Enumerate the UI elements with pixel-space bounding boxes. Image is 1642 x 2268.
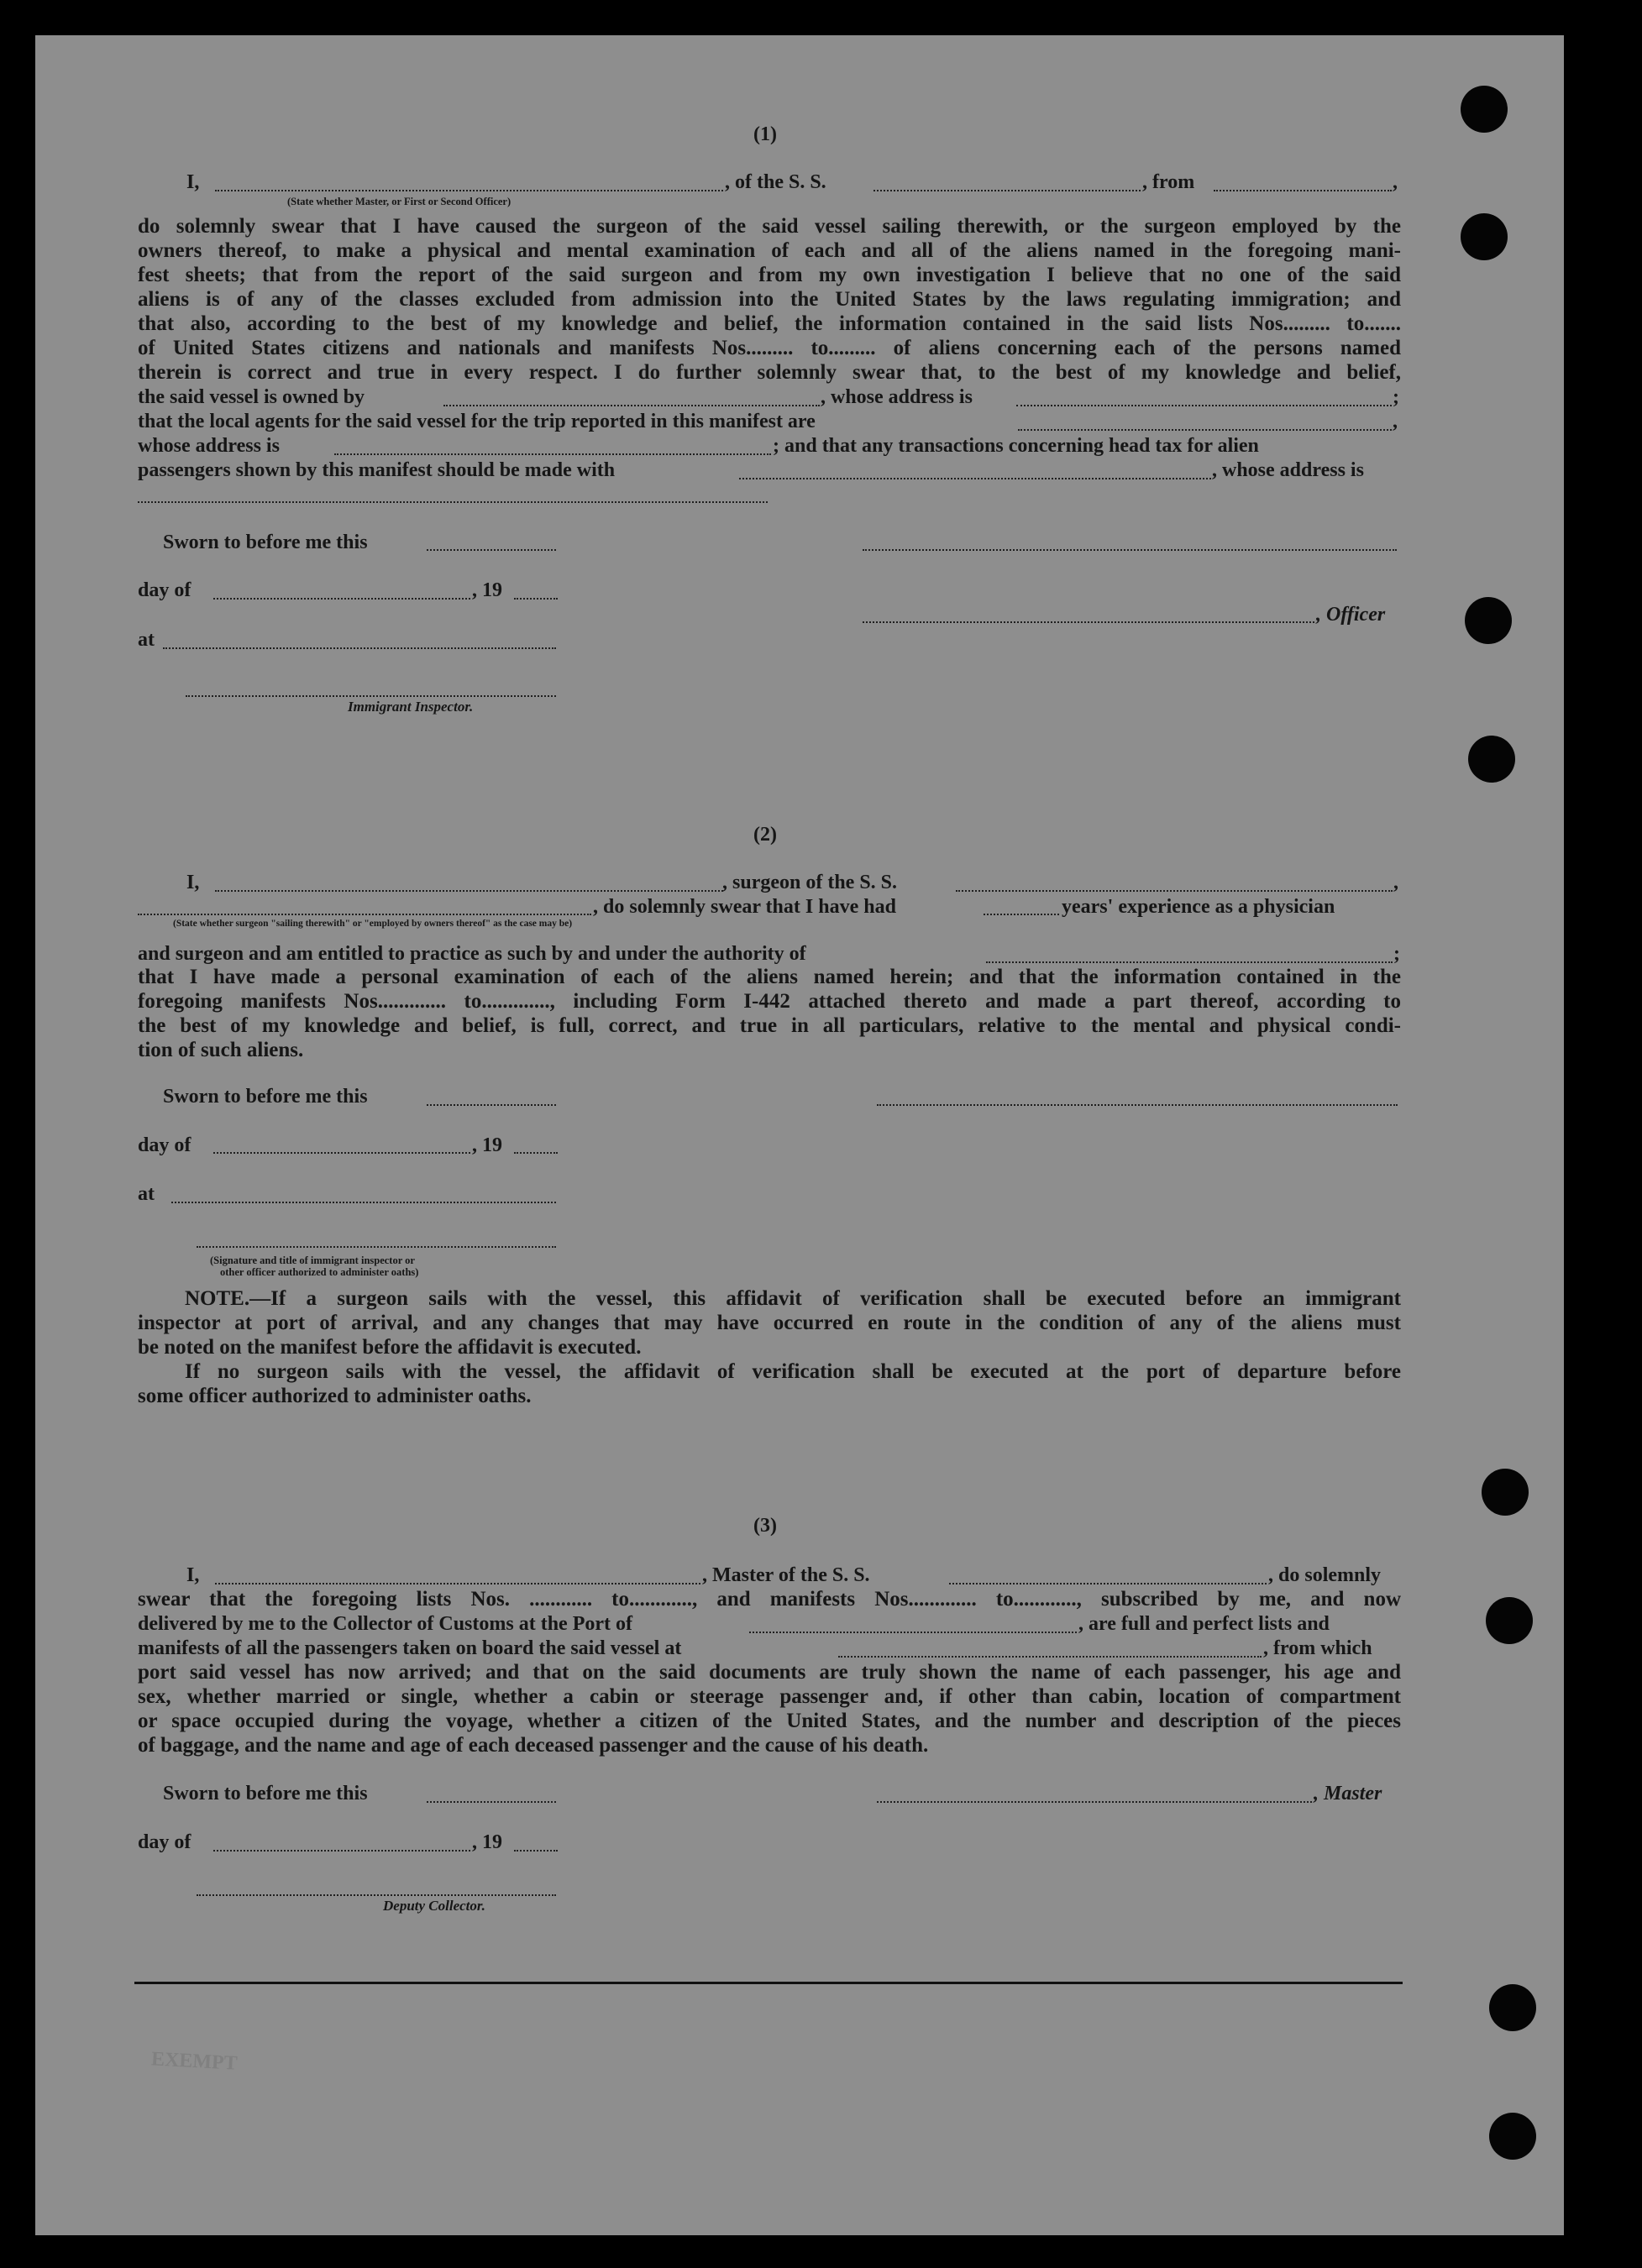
- s3-master-label: , Master: [1314, 1783, 1382, 1804]
- s1-from-label: , from: [1142, 171, 1195, 193]
- section-2-heading: (2): [753, 824, 777, 846]
- s1-owned-label: the said vessel is owned by: [138, 386, 365, 408]
- s2-ship-comma: ,: [1393, 872, 1398, 893]
- s1-at-blank[interactable]: [163, 647, 556, 649]
- punch-hole: [1486, 1597, 1533, 1644]
- s2-surgeon-note: (State whether surgeon "sailing therewith" or "employed by owners thereof" as the case may be): [173, 919, 573, 929]
- s3-year-blank[interactable]: [514, 1850, 558, 1852]
- s3-port-label: delivered by me to the Collector of Customs at the Port of: [138, 1613, 632, 1635]
- s3-lists-line: swear that the foregoing lists Nos. ............ to............, and manifests Nos............. to............, subscribed by me, and now: [138, 1588, 1401, 1611]
- s2-text-line: the best of my knowledge and belief, is full, correct, and true in all particulars, relative to the mental and physical condi-: [138, 1014, 1401, 1037]
- s2-i-label: I,: [186, 872, 200, 893]
- punch-hole: [1482, 1469, 1529, 1516]
- s1-inspector-label: Immigrant Inspector.: [348, 699, 474, 715]
- s1-agent-address-label: whose address is: [138, 435, 280, 457]
- s3-master-ss-label: , Master of the S. S.: [702, 1564, 870, 1586]
- s3-text-line: port said vessel has now arrived; and that on the said documents are truly shown the name of each passenger, his age and: [138, 1661, 1401, 1684]
- s1-officer-signature-blank-top[interactable]: [863, 549, 1397, 551]
- s1-agents-comma: ,: [1393, 411, 1398, 432]
- s3-boarded-label: manifests of all the passengers taken on board the said vessel at: [138, 1637, 682, 1659]
- s2-authority-semicolon: ;: [1393, 943, 1400, 965]
- s1-name-blank[interactable]: [215, 190, 723, 191]
- s2-ship-blank[interactable]: [956, 890, 1393, 892]
- s3-text-line: of baggage, and the name and age of each deceased passenger and the cause of his death.: [138, 1734, 929, 1757]
- exempt-stamp: EXEMPT: [150, 2048, 239, 2075]
- s2-note-line: some officer authorized to administer oaths.: [138, 1385, 532, 1407]
- s1-sworn-blank[interactable]: [427, 549, 556, 551]
- s1-agents-blank[interactable]: [1018, 429, 1392, 431]
- s2-day-blank[interactable]: [213, 1152, 470, 1154]
- punch-hole: [1489, 1984, 1536, 2031]
- s3-perfect-label: , are full and perfect lists and: [1078, 1613, 1330, 1635]
- s2-authority-label: and surgeon and am entitled to practice as such by and under the authority of: [138, 943, 806, 965]
- s2-text-line: that I have made a personal examination of each of the aliens named herein; and that the information contained in the: [138, 966, 1401, 988]
- s2-at-label: at: [138, 1183, 155, 1205]
- s3-sworn-blank[interactable]: [427, 1801, 556, 1803]
- s1-headtax-address-label: , whose address is: [1212, 459, 1364, 481]
- s1-owned-semicolon: ;: [1393, 386, 1399, 408]
- section-3-heading: (3): [753, 1515, 777, 1537]
- s2-sig-note-1: (Signature and title of immigrant inspector or: [210, 1254, 415, 1266]
- s3-port-blank[interactable]: [749, 1632, 1077, 1633]
- s3-ship-blank[interactable]: [949, 1583, 1267, 1584]
- s1-inspector-signature-blank[interactable]: [186, 695, 556, 697]
- s2-sworn-label: Sworn to before me this: [163, 1086, 368, 1108]
- punch-hole: [1465, 597, 1512, 644]
- punch-hole: [1468, 736, 1515, 783]
- s1-owner-blank[interactable]: [443, 405, 820, 406]
- s1-passengers-label: passengers shown by this manifest should be made with: [138, 459, 616, 481]
- s1-text-line: that also, according to the best of my knowledge and belief, the information contained in the said lists Nos......... to.......: [138, 312, 1401, 335]
- s2-note-line: be noted on the manifest before the affidavit is executed.: [138, 1336, 642, 1359]
- s1-i-label: I,: [186, 171, 200, 193]
- s3-text-line: sex, whether married or single, whether a cabin or steerage passenger and, if other than cabin, location of compartment: [138, 1685, 1401, 1708]
- s2-authority-blank[interactable]: [986, 961, 1393, 963]
- bottom-rule: [134, 1982, 1403, 1984]
- s2-note-line: inspector at port of arrival, and any changes that may have occurred en route in the condition of any of the aliens must: [138, 1312, 1401, 1334]
- s2-surgeon-status-blank[interactable]: [138, 914, 591, 915]
- s2-note-line: NOTE.—If a surgeon sails with the vessel, this affidavit of verification shall be executed before an immigrant: [185, 1287, 1401, 1310]
- s2-day-of-label: day of: [138, 1134, 191, 1156]
- s1-agent-address-blank[interactable]: [334, 453, 771, 455]
- s2-inspector-signature-blank[interactable]: [197, 1246, 556, 1248]
- s1-at-label: at: [138, 629, 155, 651]
- s1-headtax-address-blank[interactable]: [138, 501, 768, 503]
- s2-year-blank[interactable]: [514, 1152, 558, 1154]
- s3-sworn-label: Sworn to before me this: [163, 1783, 368, 1804]
- s1-ship-blank[interactable]: [873, 190, 1141, 191]
- s1-day-blank[interactable]: [213, 598, 470, 600]
- s1-officer-signature-blank[interactable]: [863, 621, 1314, 623]
- s3-year-label: , 19: [472, 1831, 502, 1853]
- s1-headtax-party-blank[interactable]: [739, 478, 1211, 479]
- punch-hole: [1489, 2113, 1536, 2160]
- s2-years-label: years' experience as a physician: [1062, 896, 1335, 918]
- s3-collector-label: Deputy Collector.: [383, 1898, 485, 1914]
- s1-owner-address-label: , whose address is: [821, 386, 973, 408]
- s1-text-line: owners thereof, to make a physical and mental examination of each and all of the aliens named in the foregoing mani-: [138, 239, 1401, 262]
- s2-note-line: If no surgeon sails with the vessel, the affidavit of verification shall be executed at the port of departure before: [185, 1360, 1401, 1383]
- s3-collector-signature-blank[interactable]: [197, 1894, 556, 1896]
- s1-sworn-label: Sworn to before me this: [163, 532, 368, 553]
- s3-from-which-label: , from which: [1263, 1637, 1372, 1659]
- s2-surgeon-signature-blank[interactable]: [877, 1104, 1398, 1106]
- s1-headtax-label: ; and that any transactions concerning head tax for alien: [773, 435, 1259, 457]
- s2-text-line: foregoing manifests Nos............. to............., including Form I-442 attached thereto and made a part thereof, according to: [138, 990, 1401, 1013]
- s3-day-of-label: day of: [138, 1831, 191, 1853]
- s2-at-blank[interactable]: [171, 1202, 556, 1203]
- s3-solemnly-label: , do solemnly: [1268, 1564, 1382, 1586]
- s2-name-blank[interactable]: [215, 890, 723, 892]
- punch-hole: [1461, 213, 1508, 260]
- s2-sworn-blank[interactable]: [427, 1104, 556, 1106]
- s3-text-line: or space occupied during the voyage, whether a citizen of the United States, and the number and description of the pieces: [138, 1710, 1401, 1732]
- s2-text-line: tion of such aliens.: [138, 1039, 304, 1061]
- s1-from-comma: ,: [1393, 171, 1398, 193]
- s2-sig-note-2: other officer authorized to administer oaths): [220, 1266, 419, 1278]
- s1-officer-label: , Officer: [1316, 604, 1386, 626]
- s3-i-label: I,: [186, 1564, 200, 1586]
- s3-boarded-blank[interactable]: [838, 1656, 1262, 1658]
- s2-year-label: , 19: [472, 1134, 502, 1156]
- s1-from-blank[interactable]: [1214, 190, 1392, 191]
- s1-year-blank[interactable]: [514, 598, 558, 600]
- punch-hole: [1461, 86, 1508, 133]
- s2-surgeon-ss-label: , surgeon of the S. S.: [722, 872, 898, 893]
- s3-master-signature-blank[interactable]: [877, 1801, 1312, 1803]
- s3-name-blank[interactable]: [215, 1583, 700, 1584]
- s3-day-blank[interactable]: [213, 1850, 470, 1852]
- s2-years-blank[interactable]: [984, 914, 1059, 915]
- s1-year-label: , 19: [472, 579, 502, 601]
- s1-text-line: of United States citizens and nationals and manifests Nos......... to......... of aliens concerning each of the persons named: [138, 337, 1401, 359]
- s1-officer-note: (State whether Master, or First or Second Officer): [287, 196, 511, 207]
- s1-agents-label: that the local agents for the said vessel for the trip reported in this manifest are: [138, 411, 816, 432]
- s1-text-line: do solemnly swear that I have caused the surgeon of the said vessel sailing therewith, or the surgeon employed by the: [138, 215, 1401, 238]
- s1-text-line: aliens is of any of the classes excluded from admission into the United States by the laws regulating immigration; and: [138, 288, 1401, 311]
- s2-swear-label: , do solemnly swear that I have had: [593, 896, 896, 918]
- s1-text-line: therein is correct and true in every respect. I do further solemnly swear that, to the best of my knowledge and belief,: [138, 361, 1401, 384]
- s1-day-of-label: day of: [138, 579, 191, 601]
- section-1-heading: (1): [753, 123, 777, 145]
- s1-owner-address-blank[interactable]: [1016, 405, 1392, 406]
- s1-of-ss-label: , of the S. S.: [725, 171, 826, 193]
- s1-text-line: fest sheets; that from the report of the said surgeon and from my own investigation I believe that no one of the said: [138, 264, 1401, 286]
